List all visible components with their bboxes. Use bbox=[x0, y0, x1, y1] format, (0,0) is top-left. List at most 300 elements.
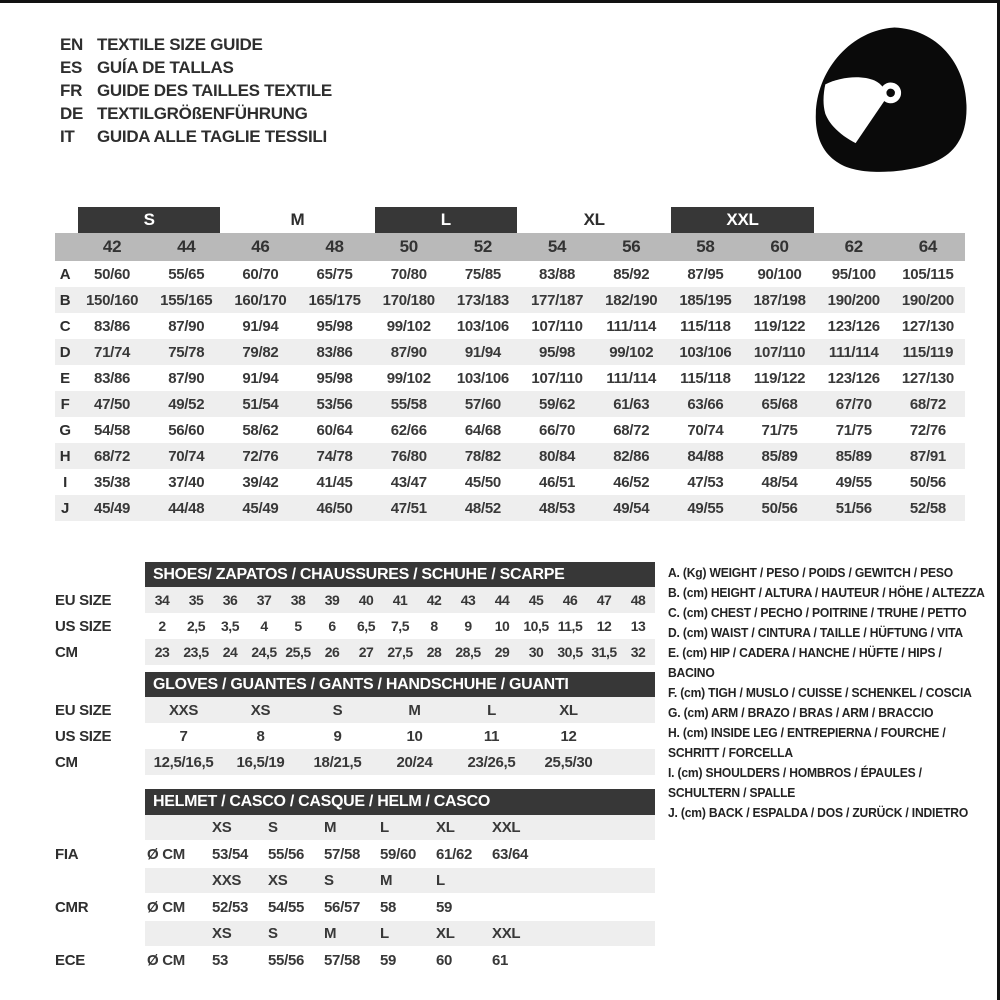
size-cell: 72/76 bbox=[909, 421, 946, 439]
table-cell: 34 bbox=[154, 592, 170, 608]
table-cell: 39 bbox=[324, 592, 340, 608]
size-cell: 155/165 bbox=[160, 291, 213, 309]
gloves-table-title-bar bbox=[145, 672, 655, 697]
helmet-value-row bbox=[55, 840, 655, 868]
size-cell: 150/160 bbox=[86, 291, 139, 309]
table-cell: 6,5 bbox=[357, 618, 375, 634]
table-row bbox=[55, 261, 965, 287]
helmet-size-cell: 57/58 bbox=[324, 845, 361, 863]
language-code: DE bbox=[60, 104, 84, 123]
helmet-size-header: L bbox=[380, 819, 389, 836]
language-code: IT bbox=[60, 127, 75, 146]
table-cell: 27 bbox=[358, 644, 374, 660]
language-row bbox=[60, 56, 332, 79]
table-row-values bbox=[145, 697, 655, 723]
size-cell: 182/190 bbox=[605, 291, 658, 309]
size-column-header: 46 bbox=[251, 237, 270, 256]
table-row-label: US SIZE bbox=[55, 617, 112, 635]
size-cell: 170/180 bbox=[382, 291, 435, 309]
helmet-size-header-row bbox=[55, 815, 655, 840]
shoes-table-title: SHOES/ ZAPATOS / CHAUSSURES / SCHUHE / SCARPE bbox=[153, 565, 565, 583]
size-cell: 107/110 bbox=[531, 317, 583, 335]
table-row bbox=[55, 391, 965, 417]
size-cell: 83/86 bbox=[316, 343, 353, 361]
size-number-row bbox=[55, 233, 965, 261]
size-cell: 75/85 bbox=[464, 265, 501, 283]
size-band-m: M bbox=[290, 210, 305, 229]
size-cell: 46/52 bbox=[613, 473, 650, 491]
table-row-label: EU SIZE bbox=[55, 591, 112, 609]
helmet-size-header: M bbox=[324, 819, 337, 836]
helmet-size-cell: 55/56 bbox=[268, 951, 305, 969]
table-cell: 24,5 bbox=[251, 644, 277, 660]
size-cell: 64/68 bbox=[464, 421, 501, 439]
size-cell: 115/118 bbox=[680, 369, 731, 387]
size-cell: 45/49 bbox=[94, 499, 131, 517]
helmet-size-header: L bbox=[380, 925, 389, 942]
helmet-values bbox=[145, 893, 655, 921]
table-cell: 30,5 bbox=[557, 644, 583, 660]
table-cell: 6 bbox=[328, 618, 336, 634]
size-cell: 72/76 bbox=[242, 447, 279, 465]
helmet-size-cell: 53 bbox=[212, 951, 229, 969]
size-cell: 45/50 bbox=[464, 473, 501, 491]
language-title: TEXTILGRÖßENFÜHRUNG bbox=[97, 104, 308, 123]
table-cell: 38 bbox=[290, 592, 306, 608]
racing-helmet-icon bbox=[795, 22, 975, 177]
size-cell: 48/52 bbox=[464, 499, 501, 517]
helmet-size-cell: 61/62 bbox=[436, 845, 473, 863]
table-cell: M bbox=[408, 701, 421, 719]
size-cell: 83/88 bbox=[539, 265, 576, 283]
size-number-spacer bbox=[55, 233, 75, 261]
size-cell: 107/110 bbox=[531, 369, 583, 387]
legend-item: I. (cm) SHOULDERS / HOMBROS / ÉPAULES / SCHULTERN / SPALLE bbox=[668, 765, 922, 800]
helmet-size-cell: 59 bbox=[380, 951, 397, 969]
table-cell: XL bbox=[559, 701, 578, 719]
language-row bbox=[60, 33, 332, 56]
table-row bbox=[55, 697, 655, 723]
row-label: F bbox=[60, 395, 70, 413]
size-column-header: 60 bbox=[770, 237, 789, 256]
helmet-size-cell: 59 bbox=[436, 898, 453, 916]
size-cell: 85/92 bbox=[613, 265, 650, 283]
size-cell: 41/45 bbox=[316, 473, 353, 491]
row-label: D bbox=[59, 343, 71, 361]
helmet-unit-label: Ø CM bbox=[147, 845, 185, 863]
size-cell: 95/98 bbox=[316, 317, 353, 335]
helmet-size-cell: 56/57 bbox=[324, 898, 361, 916]
helmet-size-header: M bbox=[380, 872, 393, 889]
table-row-label: CM bbox=[55, 753, 78, 771]
size-cell: 54/58 bbox=[94, 421, 131, 439]
table-row bbox=[55, 469, 965, 495]
size-cell: 119/122 bbox=[753, 317, 806, 335]
table-row bbox=[55, 313, 965, 339]
table-cell: 11 bbox=[483, 727, 500, 745]
helmet-unit-label: Ø CM bbox=[147, 951, 185, 969]
size-cell: 53/56 bbox=[316, 395, 353, 413]
size-cell: 123/126 bbox=[827, 317, 880, 335]
table-row-values bbox=[145, 723, 655, 749]
table-cell: 40 bbox=[358, 592, 374, 608]
size-cell: 48/53 bbox=[539, 499, 576, 517]
size-cell: 43/47 bbox=[390, 473, 427, 491]
size-cell: 60/70 bbox=[242, 265, 279, 283]
table-row bbox=[55, 587, 655, 613]
size-cell: 50/56 bbox=[761, 499, 798, 517]
table-row bbox=[55, 723, 655, 749]
size-cell: 57/60 bbox=[464, 395, 501, 413]
size-cell: 87/95 bbox=[687, 265, 724, 283]
language-title: GUÍA DE TALLAS bbox=[97, 58, 234, 77]
helmet-size-header-spacer bbox=[55, 815, 145, 840]
textile-table-body bbox=[55, 261, 965, 521]
size-cell: 46/51 bbox=[539, 473, 576, 491]
size-cell: 103/106 bbox=[456, 369, 509, 387]
table-cell: 37 bbox=[256, 592, 272, 608]
size-cell: 127/130 bbox=[901, 369, 954, 387]
shoes-table-body bbox=[55, 587, 655, 665]
helmet-size-header: S bbox=[324, 872, 334, 889]
table-cell: 43 bbox=[460, 592, 476, 608]
size-cell: 71/74 bbox=[94, 343, 131, 361]
gloves-table-title: GLOVES / GUANTES / GANTS / HANDSCHUHE / GUANTI bbox=[153, 675, 569, 693]
size-cell: 95/98 bbox=[539, 343, 576, 361]
table-cell: 10 bbox=[494, 618, 510, 634]
table-row bbox=[55, 613, 655, 639]
size-cell: 160/170 bbox=[234, 291, 287, 309]
size-cell: 51/54 bbox=[242, 395, 279, 413]
size-cell: 56/60 bbox=[168, 421, 205, 439]
size-cell: 123/126 bbox=[827, 369, 880, 387]
size-cell: 74/78 bbox=[316, 447, 353, 465]
size-cell: 49/54 bbox=[613, 499, 650, 517]
table-row bbox=[55, 749, 655, 775]
helmet-size-cell: 58 bbox=[380, 898, 397, 916]
helmet-value-row bbox=[55, 893, 655, 921]
helmet-size-cell: 61 bbox=[492, 951, 509, 969]
table-row bbox=[55, 417, 965, 443]
helmet-size-header: XXS bbox=[212, 872, 242, 889]
helmet-unit-spacer bbox=[145, 921, 210, 946]
size-cell: 71/75 bbox=[835, 421, 872, 439]
size-cell: 80/84 bbox=[539, 447, 576, 465]
table-row-values bbox=[145, 587, 655, 613]
size-cell: 173/183 bbox=[456, 291, 509, 309]
language-code: ES bbox=[60, 58, 83, 77]
size-cell: 119/122 bbox=[753, 369, 806, 387]
table-cell: 3,5 bbox=[221, 618, 239, 634]
size-band-row bbox=[55, 207, 965, 233]
size-cell: 49/55 bbox=[687, 499, 724, 517]
size-cell: 44/48 bbox=[168, 499, 205, 517]
size-cell: 83/86 bbox=[94, 369, 131, 387]
table-cell: 48 bbox=[630, 592, 646, 608]
size-column-header: 52 bbox=[473, 237, 493, 256]
size-column-header: 54 bbox=[547, 237, 567, 256]
helmet-size-header-values bbox=[145, 868, 655, 893]
table-cell: 41 bbox=[392, 592, 408, 608]
size-cell: 90/100 bbox=[757, 265, 802, 283]
gloves-table-body bbox=[55, 697, 655, 775]
helmet-values bbox=[145, 946, 655, 974]
size-cell: 91/94 bbox=[242, 317, 279, 335]
table-cell: 42 bbox=[426, 592, 442, 608]
table-cell: 46 bbox=[562, 592, 578, 608]
table-cell: 27,5 bbox=[387, 644, 413, 660]
helmet-size-header-values bbox=[145, 921, 655, 946]
table-cell: 2,5 bbox=[187, 618, 205, 634]
helmet-value-row bbox=[55, 946, 655, 974]
size-cell: 49/52 bbox=[168, 395, 205, 413]
language-code: EN bbox=[60, 35, 84, 54]
size-cell: 95/100 bbox=[831, 265, 876, 283]
size-cell: 165/175 bbox=[308, 291, 361, 309]
table-cell: 24 bbox=[222, 644, 238, 660]
language-row bbox=[60, 102, 332, 125]
helmet-size-header: XS bbox=[212, 819, 232, 836]
table-cell: 28,5 bbox=[455, 644, 481, 660]
helmet-size-header: XS bbox=[268, 872, 288, 889]
size-cell: 79/82 bbox=[242, 343, 279, 361]
size-cell: 62/66 bbox=[390, 421, 427, 439]
helmet-size-header-row bbox=[55, 921, 655, 946]
table-cell: 7,5 bbox=[391, 618, 409, 634]
size-cell: 39/42 bbox=[242, 473, 279, 491]
helmet-standard-label: ECE bbox=[55, 951, 85, 969]
shoes-table-title-bar bbox=[145, 562, 655, 587]
row-label: J bbox=[60, 499, 70, 517]
table-cell: 5 bbox=[294, 618, 302, 634]
size-cell: 76/80 bbox=[390, 447, 427, 465]
table-row bbox=[55, 339, 965, 365]
size-cell: 68/72 bbox=[94, 447, 131, 465]
size-column-header: 50 bbox=[399, 237, 418, 256]
size-cell: 82/86 bbox=[613, 447, 650, 465]
size-cell: 59/62 bbox=[539, 395, 576, 413]
size-column-header: 64 bbox=[918, 237, 938, 256]
size-cell: 61/63 bbox=[613, 395, 650, 413]
size-cell: 50/56 bbox=[909, 473, 946, 491]
size-cell: 65/75 bbox=[316, 265, 353, 283]
table-row bbox=[55, 365, 965, 391]
size-cell: 85/89 bbox=[761, 447, 798, 465]
size-cell: 46/50 bbox=[316, 499, 353, 517]
size-cell: 111/114 bbox=[606, 317, 657, 335]
helmet-size-header-spacer bbox=[55, 868, 145, 893]
table-cell: 8 bbox=[430, 618, 438, 634]
size-cell: 91/94 bbox=[464, 343, 501, 361]
size-band-xl: XL bbox=[583, 210, 605, 229]
table-cell: 18/21,5 bbox=[313, 753, 362, 771]
language-title: TEXTILE SIZE GUIDE bbox=[97, 35, 263, 54]
helmet-size-header: XL bbox=[436, 925, 455, 942]
table-cell: XS bbox=[250, 701, 271, 719]
row-label: A bbox=[59, 265, 71, 283]
table-cell: 31,5 bbox=[591, 644, 617, 660]
size-cell: 55/58 bbox=[390, 395, 427, 413]
helmet-unit-spacer bbox=[145, 868, 210, 893]
helmet-size-header-row bbox=[55, 868, 655, 893]
legend-item: J. (cm) BACK / ESPALDA / DOS / ZURÜCK / INDIETRO bbox=[668, 805, 969, 820]
size-cell: 103/106 bbox=[456, 317, 509, 335]
table-cell: 23 bbox=[154, 644, 170, 660]
size-column-header: 56 bbox=[622, 237, 641, 256]
table-cell: 13 bbox=[630, 618, 646, 634]
table-cell: 20/24 bbox=[396, 753, 433, 771]
size-cell: 50/60 bbox=[94, 265, 131, 283]
helmet-size-cell: 59/60 bbox=[380, 845, 417, 863]
size-cell: 103/106 bbox=[679, 343, 732, 361]
size-column-header: 62 bbox=[844, 237, 863, 256]
language-code: FR bbox=[60, 81, 83, 100]
helmet-unit-spacer bbox=[145, 815, 210, 840]
helmet-size-header: M bbox=[324, 925, 337, 942]
table-cell: 23,5 bbox=[183, 644, 209, 660]
table-cell: 4 bbox=[260, 618, 268, 634]
table-cell: 10 bbox=[406, 727, 423, 745]
table-cell: 12,5/16,5 bbox=[153, 753, 214, 771]
helmet-size-header-spacer bbox=[55, 921, 145, 946]
size-column-header: 58 bbox=[696, 237, 715, 256]
measurement-legend bbox=[668, 563, 989, 823]
legend-item: F. (cm) TIGH / MUSLO / CUISSE / SCHENKEL / COSCIA bbox=[668, 685, 972, 700]
helmet-size-cell: 54/55 bbox=[268, 898, 305, 916]
helmet-size-cell: 63/64 bbox=[492, 845, 529, 863]
helmet-size-header: S bbox=[268, 925, 278, 942]
table-cell: 12 bbox=[560, 727, 577, 745]
page-border-top bbox=[0, 0, 1000, 3]
table-cell: S bbox=[332, 701, 343, 719]
size-cell: 58/62 bbox=[242, 421, 279, 439]
size-cell: 177/187 bbox=[531, 291, 584, 309]
size-cell: 83/86 bbox=[94, 317, 131, 335]
size-cell: 60/64 bbox=[316, 421, 353, 439]
shoes-table bbox=[55, 562, 655, 665]
size-cell: 78/82 bbox=[464, 447, 501, 465]
table-cell: L bbox=[487, 701, 496, 719]
table-cell: 35 bbox=[188, 592, 204, 608]
helmet-table-title-bar bbox=[145, 789, 655, 815]
legend-item: G. (cm) ARM / BRAZO / BRAS / ARM / BRACCIO bbox=[668, 705, 934, 720]
size-cell: 111/114 bbox=[828, 343, 879, 361]
table-cell: 29 bbox=[494, 644, 510, 660]
size-cell: 70/74 bbox=[168, 447, 205, 465]
helmet-standard-label: FIA bbox=[55, 845, 79, 863]
language-title: GUIDE DES TAILLES TEXTILE bbox=[97, 81, 332, 100]
size-cell: 63/66 bbox=[687, 395, 724, 413]
size-cell: 187/198 bbox=[753, 291, 806, 309]
row-label: C bbox=[59, 317, 71, 335]
table-row-values bbox=[145, 613, 655, 639]
table-cell: 45 bbox=[528, 592, 544, 608]
table-row bbox=[55, 443, 965, 469]
size-cell: 70/74 bbox=[687, 421, 724, 439]
size-cell: 37/40 bbox=[168, 473, 205, 491]
language-title: GUIDA ALLE TAGLIE TESSILI bbox=[97, 127, 327, 146]
row-label: E bbox=[60, 369, 70, 387]
helmet-standard-label: CMR bbox=[55, 898, 89, 916]
size-cell: 95/98 bbox=[316, 369, 353, 387]
table-row bbox=[55, 495, 965, 521]
size-cell: 52/58 bbox=[909, 499, 946, 517]
table-cell: 36 bbox=[222, 592, 238, 608]
table-cell: 8 bbox=[256, 727, 265, 745]
size-cell: 47/51 bbox=[390, 499, 427, 517]
size-band-xxl: XXL bbox=[671, 207, 813, 233]
helmet-unit-label: Ø CM bbox=[147, 898, 185, 916]
size-cell: 66/70 bbox=[539, 421, 576, 439]
helmet-size-header-values bbox=[145, 815, 655, 840]
helmet-values bbox=[145, 840, 655, 868]
row-label: G bbox=[59, 421, 71, 439]
helmet-size-header: L bbox=[436, 872, 445, 889]
table-cell: 47 bbox=[596, 592, 612, 608]
size-cell: 190/200 bbox=[827, 291, 880, 309]
table-cell: 12 bbox=[596, 618, 612, 634]
table-cell: 44 bbox=[494, 592, 510, 608]
size-cell: 75/78 bbox=[168, 343, 205, 361]
table-cell: 7 bbox=[179, 727, 188, 745]
table-row bbox=[55, 287, 965, 313]
table-cell: 9 bbox=[464, 618, 472, 634]
table-cell: 9 bbox=[333, 727, 342, 745]
language-row bbox=[60, 125, 332, 148]
size-cell: 91/94 bbox=[242, 369, 279, 387]
table-cell: 11,5 bbox=[557, 618, 583, 634]
size-cell: 185/195 bbox=[679, 291, 732, 309]
size-cell: 68/72 bbox=[613, 421, 650, 439]
helmet-size-header: XS bbox=[212, 925, 232, 942]
size-cell: 105/115 bbox=[902, 265, 954, 283]
size-column-header: 44 bbox=[177, 237, 196, 256]
size-cell: 71/75 bbox=[761, 421, 798, 439]
row-label: I bbox=[63, 473, 67, 491]
table-row-values bbox=[145, 639, 655, 665]
table-row-values bbox=[145, 749, 655, 775]
language-row bbox=[60, 79, 332, 102]
row-label: B bbox=[59, 291, 71, 309]
size-cell: 85/89 bbox=[835, 447, 872, 465]
size-cell: 127/130 bbox=[901, 317, 954, 335]
size-cell: 115/118 bbox=[680, 317, 731, 335]
table-row bbox=[55, 639, 655, 665]
size-cell: 45/49 bbox=[242, 499, 279, 517]
helmet-size-cell: 55/56 bbox=[268, 845, 305, 863]
table-cell: 25,5/30 bbox=[544, 753, 593, 771]
size-cell: 87/90 bbox=[168, 317, 205, 335]
size-cell: 47/50 bbox=[94, 395, 131, 413]
size-cell: 99/102 bbox=[386, 369, 431, 387]
size-cell: 190/200 bbox=[901, 291, 954, 309]
table-cell: 28 bbox=[426, 644, 442, 660]
legend-item: H. (cm) INSIDE LEG / ENTREPIERNA / FOURCHE / SCHRITT / FORCELLA bbox=[668, 725, 946, 760]
size-cell: 47/53 bbox=[687, 473, 724, 491]
table-cell: 25,5 bbox=[285, 644, 311, 660]
helmet-size-header: S bbox=[268, 819, 278, 836]
size-cell: 68/72 bbox=[909, 395, 946, 413]
table-cell: 26 bbox=[324, 644, 340, 660]
size-cell: 84/88 bbox=[687, 447, 724, 465]
table-row-label: CM bbox=[55, 643, 78, 661]
size-band-l: L bbox=[375, 207, 517, 233]
table-cell: 32 bbox=[630, 644, 646, 660]
helmet-table-title: HELMET / CASCO / CASQUE / HELM / CASCO bbox=[153, 793, 491, 810]
table-cell: 2 bbox=[158, 618, 166, 634]
legend-item: C. (cm) CHEST / PECHO / POITRINE / TRUHE / PETTO bbox=[668, 605, 967, 620]
helmet-size-cell: 53/54 bbox=[212, 845, 249, 863]
